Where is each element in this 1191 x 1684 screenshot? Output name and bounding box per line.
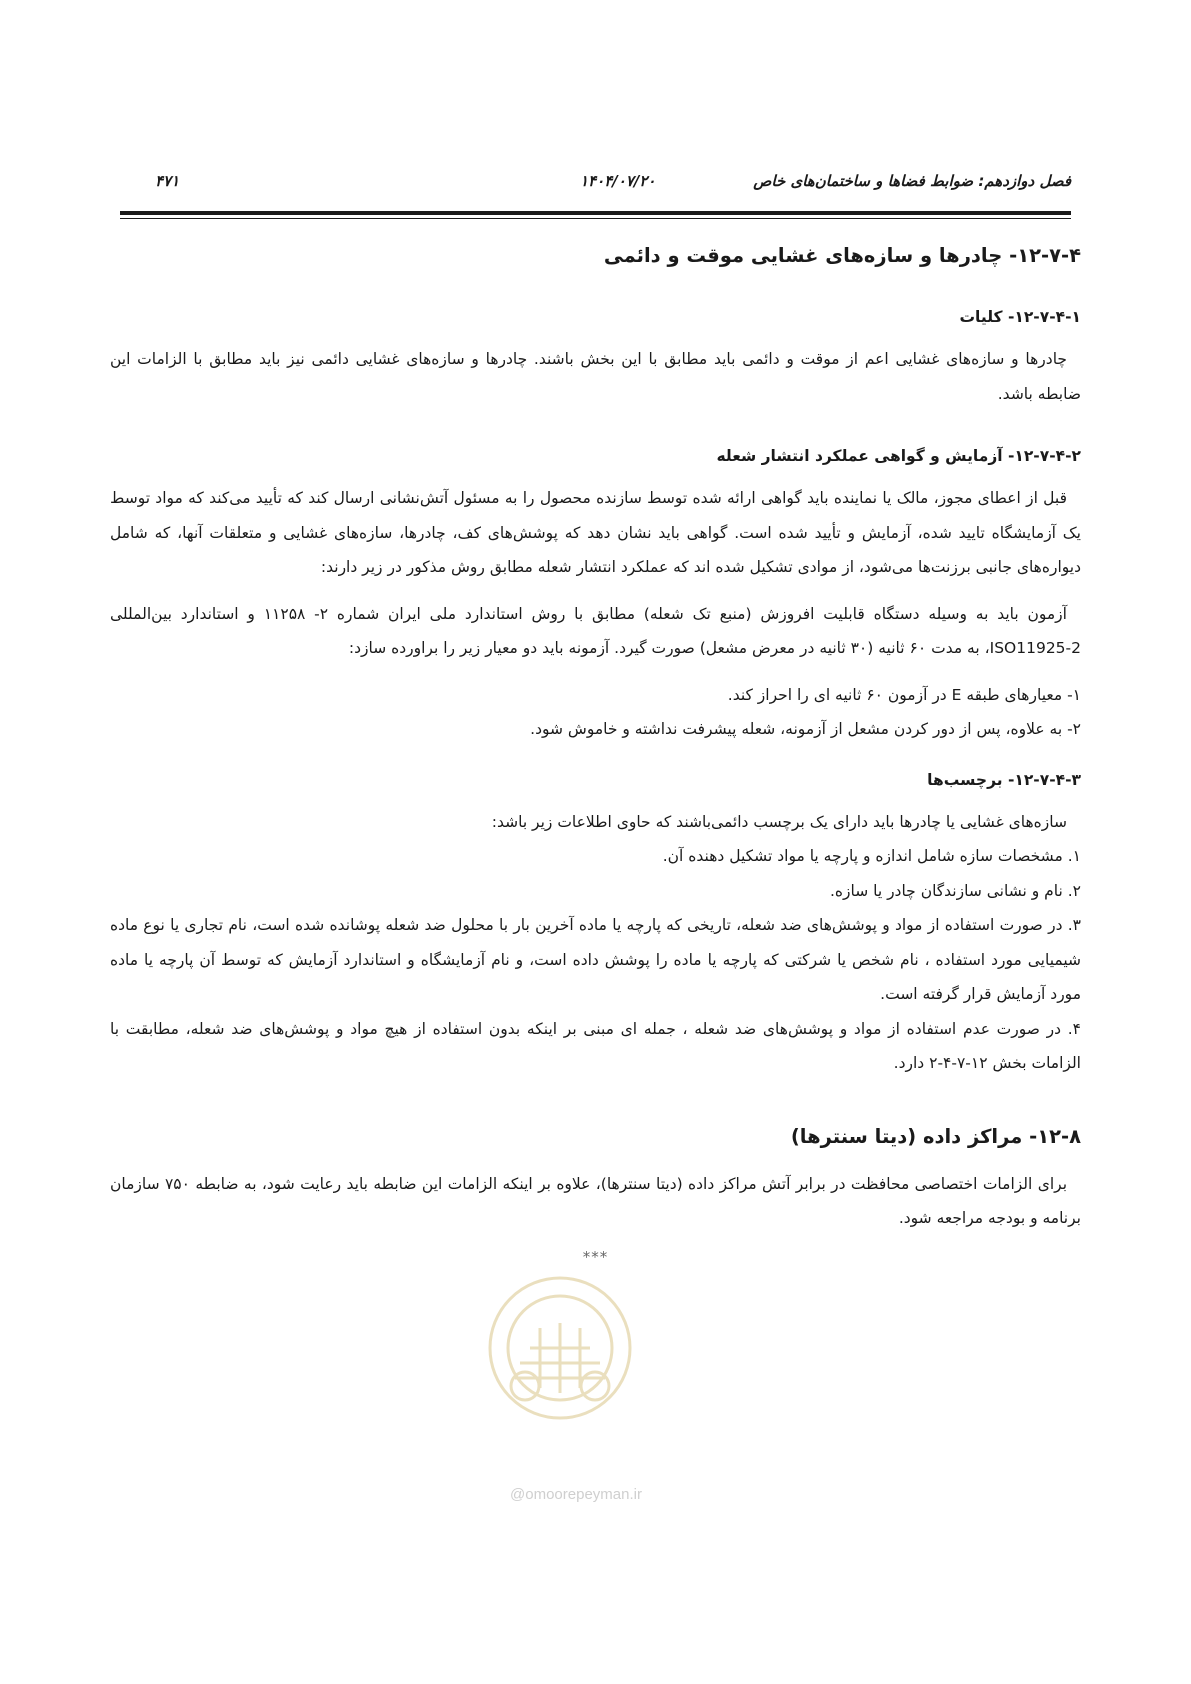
label-item-3: ۳. در صورت استفاده از مواد و پوشش‌های ضد شعله، تاریخی که پارچه یا ماده آخرین بار با محلول ضد شعله پوشانده شده است، نام تجاری یا نوع ماده شیمیایی مورد استفاده ، نام شخص یا شرکتی که پارچه یا ماده را پوشش داده است، و نام آزمایشگاه و استاندارد آزمایش که توسط آن پارچه یا ماده مورد آزمایش قرار گرفته است. bbox=[110, 916, 1081, 1003]
watermark-seal-logo-icon bbox=[470, 1268, 650, 1428]
end-of-section-mark: *** bbox=[582, 1247, 609, 1266]
label-item-4: ۴. در صورت عدم استفاده از مواد و پوشش‌های ضد شعله ، جمله ای مبنی بر اینکه بدون استفاده از هیچ مواد و پوشش‌های ضد شعله، مطابقت با الزامات بخش ۱۲-۷-۴-۲ دارد. bbox=[110, 1019, 1081, 1072]
subsection-heading-flame-test: ۱۲-۷-۴-۲- آزمایش و گواهی عملکرد انتشار شعله bbox=[716, 447, 1081, 465]
label-item-1: ۱. مشخصات سازه شامل اندازه و پارچه یا مواد تشکیل دهنده آن. bbox=[662, 847, 1081, 865]
flame-test-paragraph-1: قبل از اعطای مجوز، مالک یا نماینده باید گواهی ارائه شده توسط سازنده محصول را به مسئول آتش‌نشانی ارسال کند که تأیید می‌کند که مواد توسط یک آزمایشگاه تایید شده، آزمایش و تأیید شده است. گواهی باید نشان دهد که پوشش‌های کف، چادرها، سازه‌های غشایی و متعلقات آنها، که شامل دیواره‌های جانبی برزنت‌ها می‌شود، از موادی تشکیل شده اند که عملکرد انتشار شعله مطابق روش مذکور در زیر دارند: bbox=[110, 489, 1081, 576]
header-date: ۱۴۰۴/۰۷/۲۰ bbox=[580, 172, 656, 190]
header-chapter-title: فصل دوازدهم: ضوابط فضاها و ساختمان‌های خاص bbox=[753, 172, 1071, 190]
subsection-heading-general: ۱۲-۷-۴-۱- کلیات bbox=[959, 308, 1081, 326]
general-paragraph: چادرها و سازه‌های غشایی اعم از موقت و دائمی باید مطابق با این بخش باشند. چادرها و سازه‌های غشایی دائمی نیز باید مطابق با الزامات این ضابطه باشد. bbox=[110, 350, 1081, 403]
data-centers-paragraph: برای الزامات اختصاصی محافظت در برابر آتش مراکز داده (دیتا سنترها)، علاوه بر اینکه الزامات این ضابطه باید رعایت شود، به ضابطه ۷۵۰ سازمان برنامه و بودجه مراجعه شود. bbox=[110, 1174, 1081, 1227]
page-body bbox=[110, 238, 1081, 1266]
flame-criterion-1: ۱- معیارهای طبقه E در آزمون ۶۰ ثانیه ای را احراز کند. bbox=[727, 685, 1081, 704]
section-heading-tents: ۱۲-۷-۴- چادرها و سازه‌های غشایی موقت و دائمی bbox=[603, 244, 1081, 267]
section-heading-data-centers: ۱۲-۸- مراکز داده (دیتا سنترها) bbox=[790, 1124, 1081, 1148]
flame-criterion-2: ۲- به علاوه، پس از دور کردن مشعل از آزمونه، شعله پیشرفت نداشته و خاموش شود. bbox=[530, 720, 1081, 738]
labels-intro: سازه‌های غشایی یا چادرها باید دارای یک برچسب دائمی‌باشند که حاوی اطلاعات زیر باشد: bbox=[491, 812, 1067, 831]
header-rule-thin bbox=[120, 218, 1071, 219]
subsection-heading-labels: ۱۲-۷-۴-۳- برچسب‌ها bbox=[927, 770, 1081, 789]
flame-test-paragraph-2: آزمون باید به وسیله دستگاه قابلیت افروزش (منبع تک شعله) مطابق با روش استاندارد ملی ایران شماره ۲- ۱۱۲۵۸ و استاندارد بین‌المللی ISO11925-2، به مدت ۶۰ ثانیه (۳۰ ثانیه در معرض مشعل) صورت گیرد. آزمونه باید دو معیار زیر را براورده سازد: bbox=[110, 604, 1081, 657]
running-header bbox=[120, 172, 1071, 202]
header-rule-thick bbox=[120, 211, 1071, 215]
watermark-url: @omoorepeyman.ir bbox=[510, 1486, 642, 1503]
header-page-number: ۴۷۱ bbox=[155, 172, 180, 190]
label-item-2: ۲. نام و نشانی سازندگان چادر یا سازه. bbox=[829, 881, 1081, 900]
